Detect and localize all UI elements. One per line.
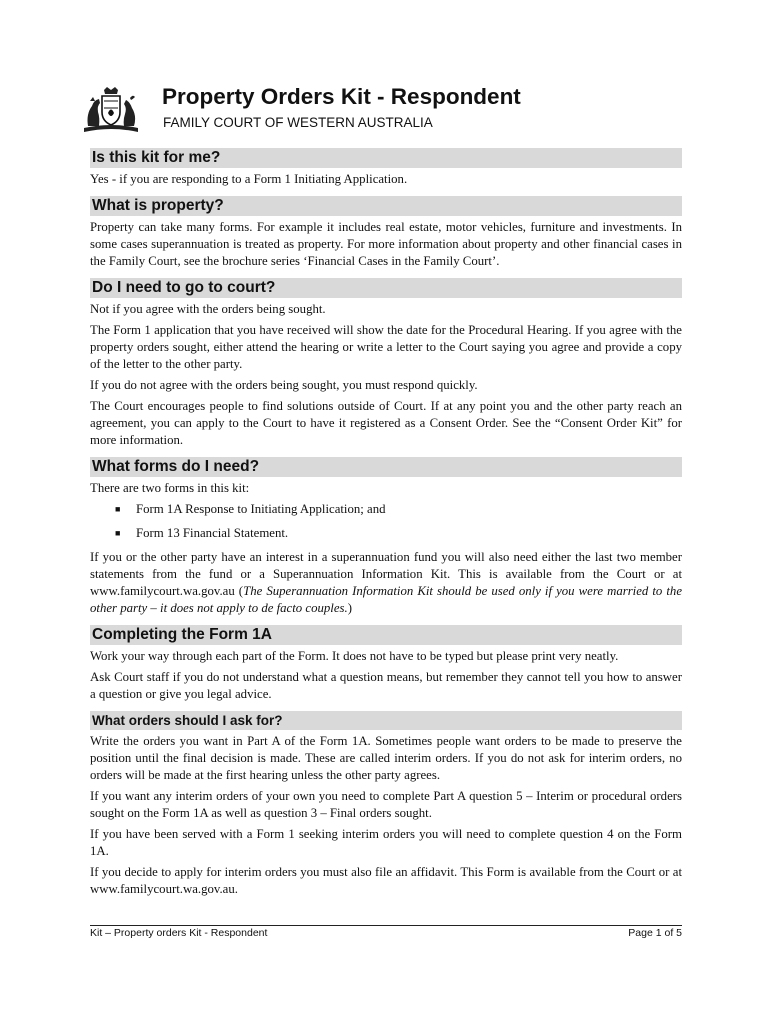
- square-bullet-icon: ■: [115, 504, 121, 514]
- paragraph: [90, 549, 682, 617]
- paragraph: If you decide to apply for interim orders you must also file an affidavit. This Form is available from the Court or at www.familycourt.wa.gov.au.: [90, 865, 682, 896]
- list-item-text: Form 1A Response to Initiating Application; and: [136, 502, 386, 516]
- paragraph: The Form 1 application that you have received will show the date for the Procedural Hearing. If you agree with the property orders sought, either attend the hearing or write a letter to the Court saying you agree and provide a copy of the letter to the other party.: [90, 323, 682, 371]
- page-footer: [90, 925, 682, 939]
- paragraph-text: If you or the other party have an interest in a superannuation fund you will also need either the last two member statements from the fund or a Superannuation Information Kit. This is available from the Court or at www.familycourt.wa.gov.au (: [90, 550, 682, 598]
- page-title: Property Orders Kit - Respondent: [162, 84, 521, 109]
- paragraph: Ask Court staff if you do not understand what a question means, but remember they cannot tell you how to answer a question or give you legal advice.: [90, 670, 682, 701]
- paragraph: If you want any interim orders of your own you need to complete Part A question 5 – Interim or procedural orders sought on the Form 1A as well as question 3 – Final orders sought.: [90, 789, 682, 820]
- list-item: [90, 501, 682, 518]
- document-header: [90, 78, 682, 140]
- section-heading-completing: Completing the Form 1A: [90, 625, 682, 645]
- section-heading-forms: What forms do I need?: [90, 457, 682, 477]
- section-heading-property: What is property?: [90, 196, 682, 216]
- paragraph: Write the orders you want in Part A of the Form 1A. Sometimes people want orders to be made to preserve the position until the final decision is made. These are called interim orders. If you do not ask for interim orders, no orders will be made at the first hearing unless the other party agrees.: [90, 734, 682, 782]
- document-page: [90, 78, 682, 902]
- page-number: Page 1 of 5: [628, 927, 682, 939]
- footer-left: Kit – Property orders Kit - Respondent: [90, 927, 268, 939]
- paragraph: Work your way through each part of the Form. It does not have to be typed but please print very neatly.: [90, 649, 619, 663]
- section-heading-kit-for-me: Is this kit for me?: [90, 148, 682, 168]
- paragraph: If you do not agree with the orders being sought, you must respond quickly.: [90, 378, 478, 392]
- section-heading-orders: What orders should I ask for?: [90, 711, 682, 730]
- paragraph: Not if you agree with the orders being sought.: [90, 302, 326, 316]
- page-subtitle: FAMILY COURT OF WESTERN AUSTRALIA: [163, 115, 433, 130]
- italic-note: The Superannuation Information Kit should be used only if you were married to the other party – it does not apply to de facto couples.: [90, 584, 682, 615]
- paragraph-text-end: ): [347, 601, 352, 615]
- coat-of-arms-icon: [82, 86, 140, 136]
- list-item-text: Form 13 Financial Statement.: [136, 526, 289, 540]
- paragraph: The Court encourages people to find solutions outside of Court. If at any point you and the other party reach an agreement, you can apply to the Court to have it registered as a Consent Order. See the “Consent Order Kit” for more information.: [90, 399, 682, 447]
- paragraph: There are two forms in this kit:: [90, 481, 250, 495]
- list-item: [90, 525, 682, 542]
- forms-list: [90, 501, 682, 542]
- square-bullet-icon: ■: [115, 528, 121, 538]
- section-heading-court: Do I need to go to court?: [90, 278, 682, 298]
- paragraph: Yes - if you are responding to a Form 1 Initiating Application.: [90, 172, 408, 186]
- paragraph: If you have been served with a Form 1 seeking interim orders you will need to complete question 4 on the Form 1A.: [90, 827, 682, 858]
- paragraph: Property can take many forms. For example it includes real estate, motor vehicles, furniture and investments. In some cases superannuation is treated as property. For more information about property and other financial cases in the Family Court, see the brochure series ‘Financial Cases in the Family Court’.: [90, 220, 682, 268]
